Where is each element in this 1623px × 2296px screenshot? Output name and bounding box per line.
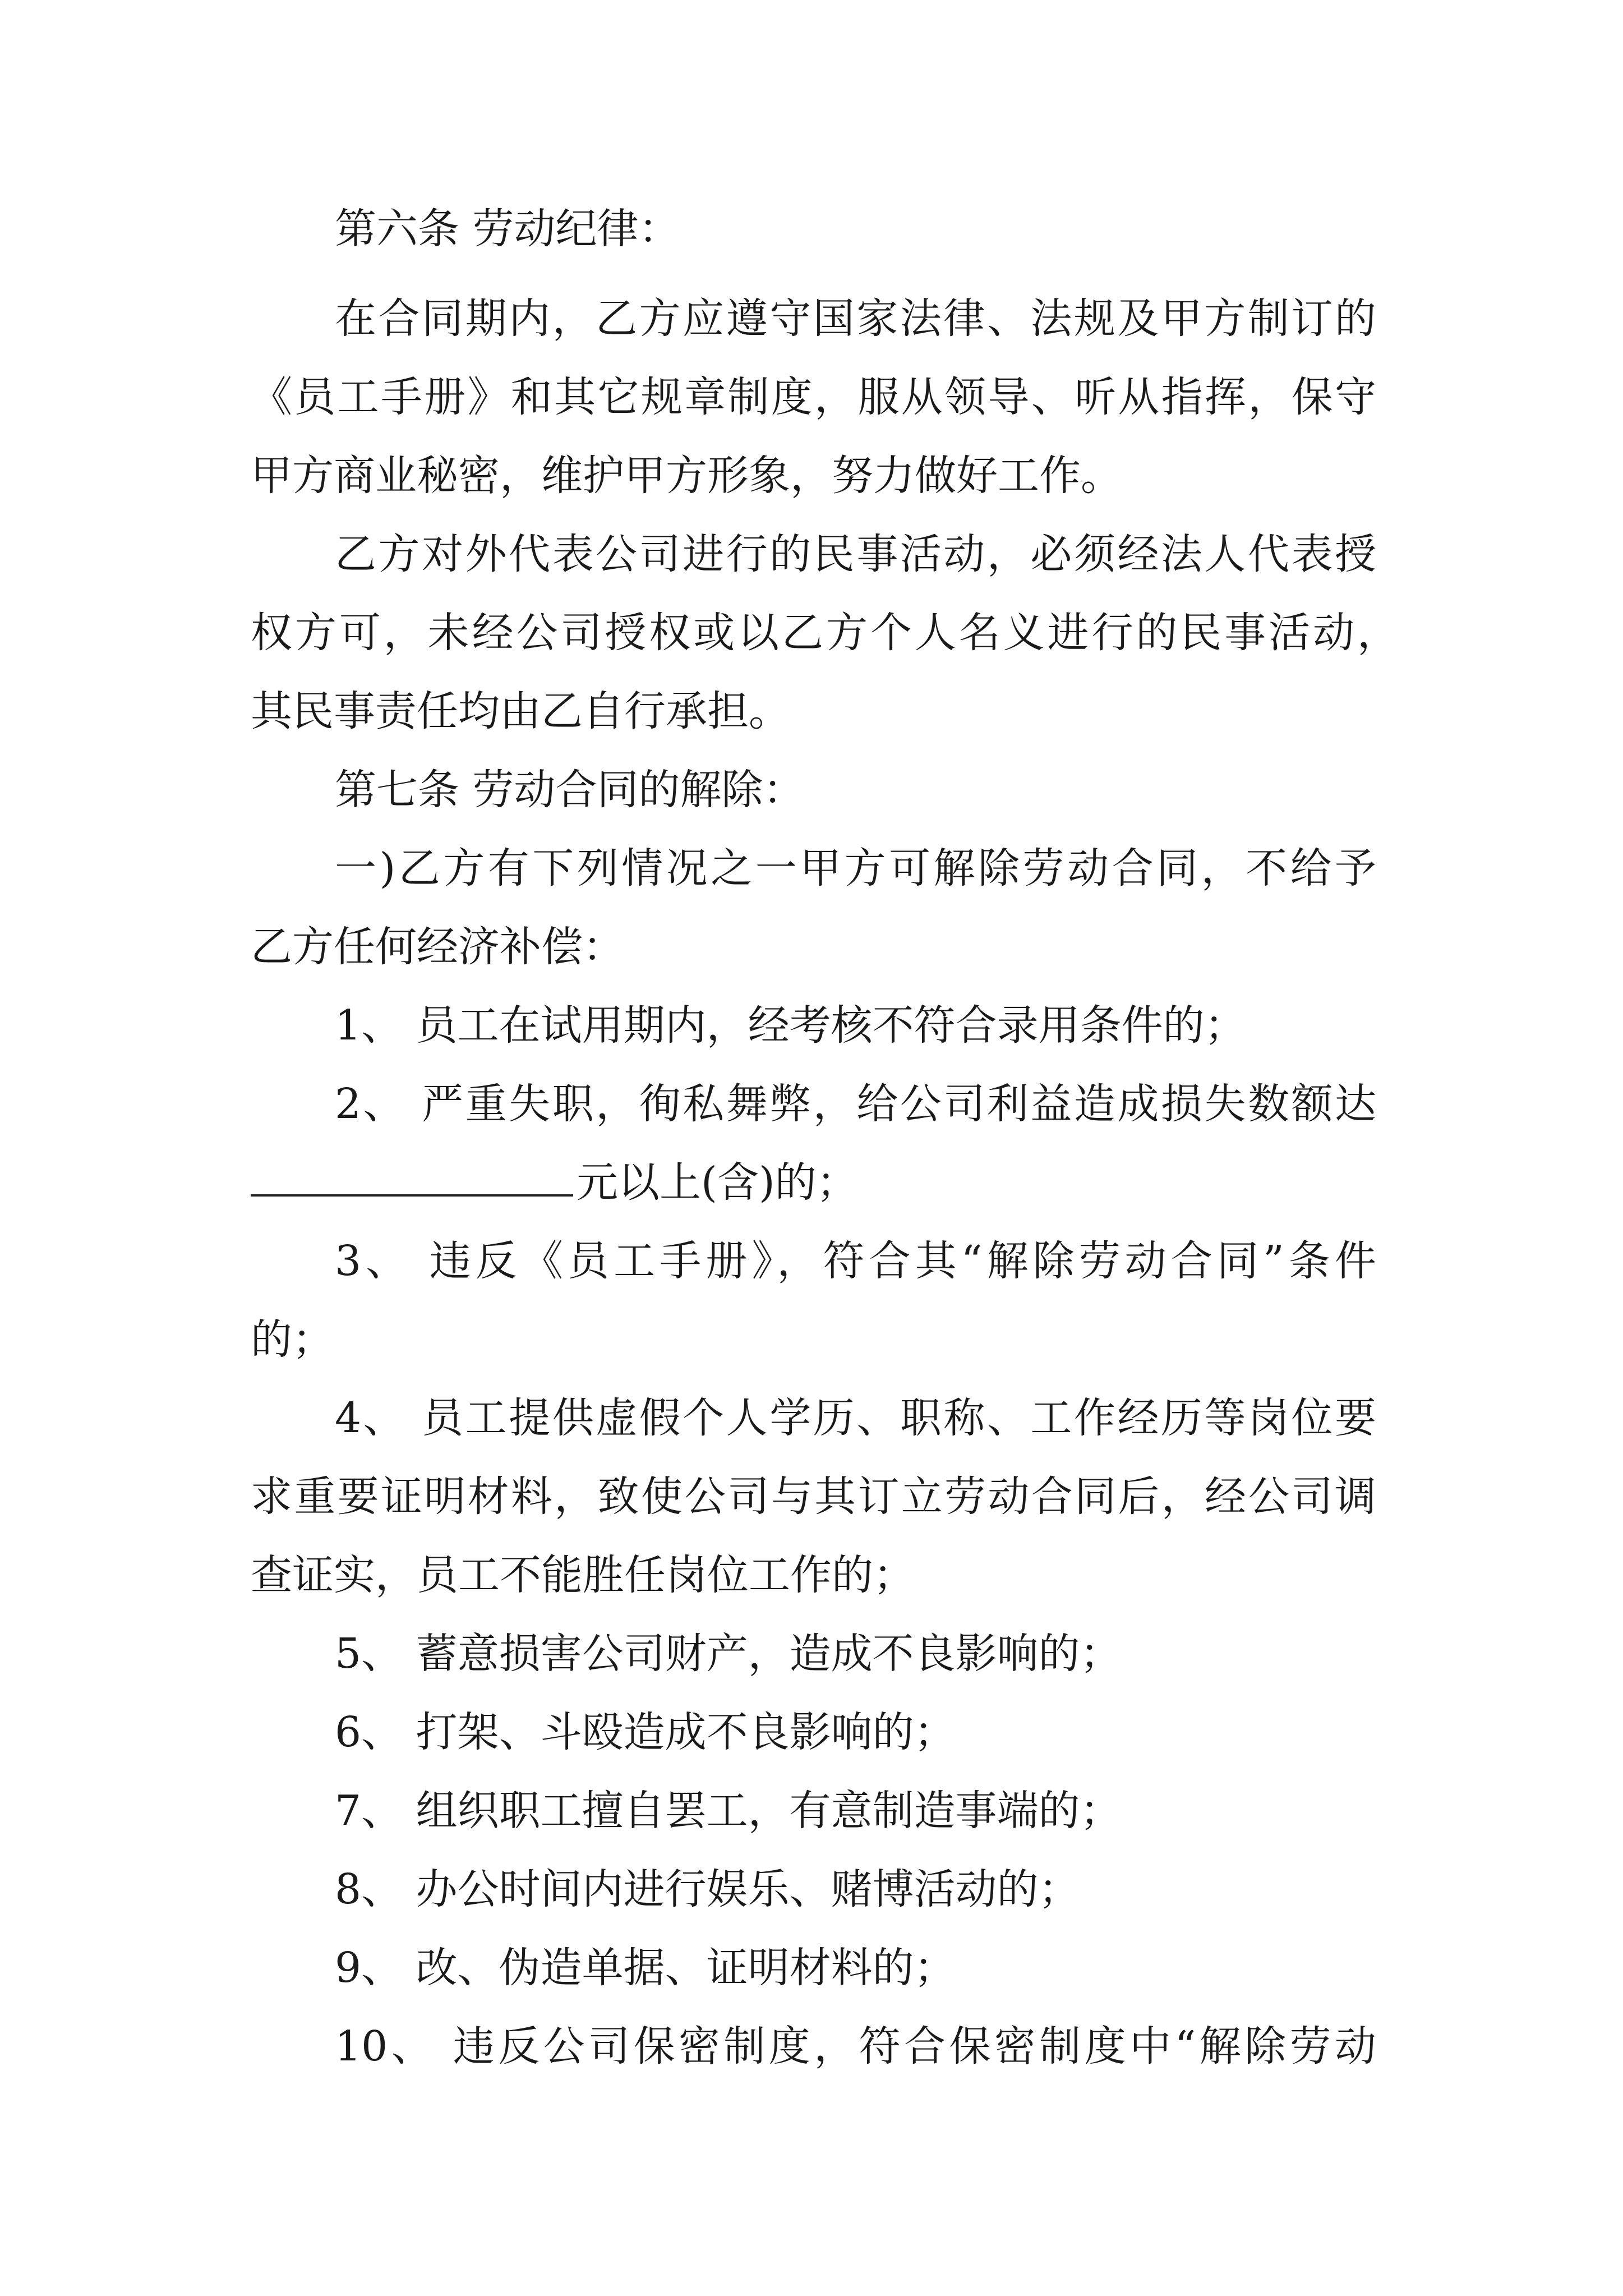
list-item-continuation: 查证实，员工不能胜任岗位工作的； [251,1551,915,1599]
article-7-heading: 第七条 劳动合同的解除： [335,766,805,814]
list-item: 6、 打架、斗殴造成不良影响的； [335,1708,956,1756]
list-item: 8、 办公时间内进行娱乐、赌博活动的； [335,1865,1080,1913]
list-item: 1、 员工在试用期内，经考核不符合录用条件的； [335,1001,1246,1050]
list-item-continuation [0,1149,1623,1216]
list-item-continuation: 求重要证明材料，致使公司与其订立劳动合同后，经公司调 [251,1473,1376,1521]
paragraph-line: 甲方商业秘密，维护甲方形象，努力做好工作。 [251,452,1122,500]
list-item: 10、 违反公司保密制度，符合保密制度中“解除劳动 [335,2022,1376,2070]
list-item: 5、 蓄意损害公司财产，造成不良影响的； [335,1630,1122,1678]
list-item: 2、 严重失职，徇私舞弊，给公司利益造成损失数额达 [335,1080,1376,1128]
paragraph-line: 乙方任何经济补偿： [251,923,624,971]
list-item-continuation: 的； [251,1315,334,1364]
list-item: 3、 违反《员工手册》，符合其“解除劳动合同”条件 [335,1237,1376,1285]
list-item: 7、 组织职工擅自罢工，有意制造事端的； [335,1787,1122,1835]
article-6-heading: 第六条 劳动纪律： [335,205,680,253]
list-item: 9、 改、伪造单据、证明材料的； [335,1944,956,1992]
paragraph-line: 一)乙方有下列情况之一甲方可解除劳动合同，不给予 [335,844,1376,892]
blank-suffix-text: 元以上(含)的； [577,1158,858,1207]
list-item: 4、 员工提供虚假个人学历、职称、工作经历等岗位要 [335,1394,1376,1442]
paragraph-line: 其民事责任均由乙自行承担。 [251,687,790,735]
paragraph-line: 在合同期内，乙方应遵守国家法律、法规及甲方制订的 [335,295,1376,343]
paragraph-line: 权方可，未经公司授权或以乙方个人名义进行的民事活动， [251,609,1399,657]
paragraph-line: 《员工手册》和其它规章制度，服从领导、听从指挥，保守 [251,373,1376,421]
paragraph-line: 乙方对外代表公司进行的民事活动，必须经法人代表授 [335,530,1376,578]
fill-in-blank [251,1191,573,1197]
